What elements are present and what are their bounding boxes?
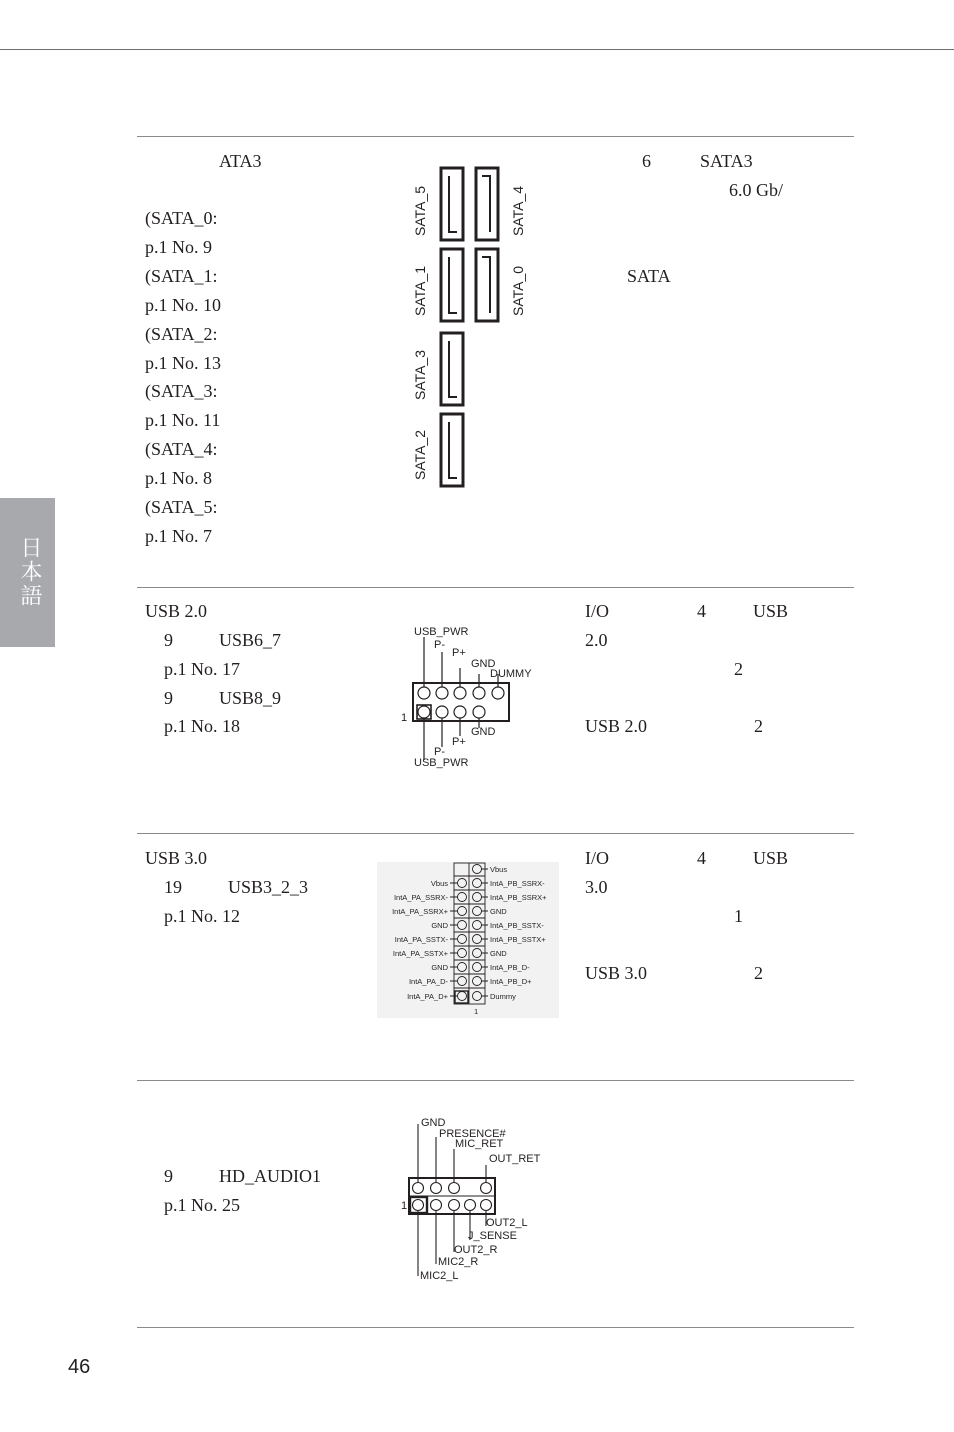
page-number: 46: [68, 1356, 91, 1378]
audio-line: 9: [164, 1166, 173, 1186]
sata-desc: SATA: [627, 266, 671, 286]
usb3-header-diagram: [377, 862, 559, 1018]
audio-pin-label: MIC_RET: [455, 1138, 504, 1150]
usb3-left-pin: GND: [431, 921, 448, 930]
usb3-right-pin: Vbus: [490, 865, 508, 874]
pin1-marker: 1: [401, 712, 408, 724]
language-tab[interactable]: [0, 498, 55, 647]
usb3-heading: USB 3.0: [145, 848, 208, 868]
sata-line: (SATA_3:: [145, 381, 218, 401]
usb3-right-pin: IntA_PB_SSRX-: [490, 879, 545, 888]
section-divider: [137, 833, 854, 834]
usb3-desc: USB 3.0: [585, 963, 648, 983]
usb3-right-pin: GND: [490, 907, 507, 916]
sata-port-label: SATA_0: [510, 265, 526, 316]
sata-line: p.1 No. 11: [145, 410, 221, 430]
usb2-line: USB8_9: [219, 688, 282, 708]
audio-line: p.1 No. 25: [164, 1195, 240, 1215]
sata-port-label: SATA_4: [510, 185, 526, 236]
audio-pin-label: GND: [421, 1117, 446, 1129]
sata-port-label: SATA_5: [412, 185, 428, 236]
sata-heading: ATA3: [219, 151, 262, 171]
usb3-desc: 2: [754, 963, 763, 983]
usb2-pin-label: USB_PWR: [414, 626, 469, 638]
usb3-left-pin: IntA_PA_D-: [408, 977, 448, 986]
usb2-desc: 2: [754, 716, 763, 736]
audio-pin-label: OUT2_R: [454, 1244, 498, 1256]
sata-line: (SATA_5:: [145, 497, 218, 517]
usb2-pin-label: P-: [434, 639, 445, 651]
usb3-right-pin: IntA_PB_SSTX-: [490, 921, 544, 930]
sata-desc: 6.0 Gb/: [729, 180, 783, 200]
usb3-left-pin: IntA_PA_SSRX+: [392, 907, 448, 916]
usb3-desc: 3.0: [585, 877, 608, 897]
sata-port-label: SATA_3: [412, 349, 428, 400]
usb2-pin-label: P+: [452, 647, 466, 659]
pin1-marker: 1: [474, 1007, 479, 1016]
usb3-left-pin: GND: [431, 963, 448, 972]
sata-line: (SATA_4:: [145, 439, 218, 459]
sata-port-label: SATA_1: [412, 265, 428, 316]
section-divider: [137, 587, 854, 588]
usb2-desc: 2.0: [585, 630, 608, 650]
sata-desc: 6: [642, 151, 651, 171]
pin1-marker: 1: [401, 1200, 408, 1212]
usb3-desc: USB: [753, 848, 789, 868]
usb2-pin-label: P+: [452, 736, 466, 748]
usb2-desc: USB: [753, 601, 789, 621]
usb2-heading: USB 2.0: [145, 601, 208, 621]
usb3-desc: 1: [734, 906, 743, 926]
footer-rule: [137, 1327, 854, 1328]
sata-line: (SATA_0:: [145, 208, 218, 228]
sata-line: p.1 No. 8: [145, 468, 212, 488]
audio-pin-label: J_SENSE: [468, 1230, 517, 1242]
audio-pin-label: MIC2_L: [420, 1270, 459, 1282]
usb2-pin-label: GND: [471, 726, 496, 738]
usb2-line: 9: [164, 688, 173, 708]
usb2-pin-label: P-: [434, 746, 445, 758]
language-tab-label: 日本語: [17, 536, 42, 608]
usb2-line: USB6_7: [219, 630, 282, 650]
usb2-pin-label: GND: [471, 658, 496, 670]
audio-line: HD_AUDIO1: [219, 1166, 321, 1186]
usb3-line: 19: [164, 877, 182, 897]
sata-line: p.1 No. 7: [145, 526, 212, 546]
usb2-line: p.1 No. 18: [164, 716, 240, 736]
usb2-desc: 2: [734, 659, 743, 679]
usb2-desc: I/O: [585, 601, 609, 621]
usb3-left-pin: IntA_PA_SSTX-: [394, 935, 448, 944]
usb2-pin-label: DUMMY: [490, 668, 532, 680]
usb3-desc: 4: [697, 848, 706, 868]
usb2-desc: 4: [697, 601, 706, 621]
section-divider: [137, 136, 854, 137]
usb2-line: 9: [164, 630, 173, 650]
usb3-left-pin: Vbus: [430, 879, 448, 888]
usb3-left-pin: IntA_PA_SSTX+: [392, 949, 448, 958]
usb3-right-pin: Dummy: [490, 992, 516, 1001]
section-divider: [137, 1080, 854, 1081]
usb2-line: p.1 No. 17: [164, 659, 240, 679]
usb3-right-pin: IntA_PB_D+: [490, 977, 532, 986]
audio-pin-label: OUT_RET: [489, 1153, 541, 1165]
audio-header-diagram: [398, 1112, 548, 1286]
usb3-left-pin: IntA_PA_SSRX-: [393, 893, 448, 902]
sata-desc: SATA3: [700, 151, 753, 171]
sata-port-label: SATA_2: [412, 429, 428, 480]
usb2-desc: USB 2.0: [585, 716, 648, 736]
usb3-right-pin: GND: [490, 949, 507, 958]
header-rule: [0, 49, 954, 50]
usb2-header-diagram: [398, 622, 548, 772]
audio-pin-label: MIC2_R: [438, 1256, 479, 1268]
sata-line: (SATA_1:: [145, 266, 218, 286]
usb3-desc: I/O: [585, 848, 609, 868]
usb3-right-pin: IntA_PB_SSTX+: [490, 935, 546, 944]
sata-line: p.1 No. 10: [145, 295, 221, 315]
usb3-left-pin: IntA_PA_D+: [407, 992, 448, 1001]
audio-pin-label: OUT2_L: [486, 1217, 528, 1229]
usb2-pin-label: USB_PWR: [414, 757, 469, 769]
sata-line: p.1 No. 13: [145, 353, 221, 373]
usb3-line: p.1 No. 12: [164, 906, 240, 926]
sata-connector-diagram: [405, 162, 535, 492]
usb3-right-pin: IntA_PB_D-: [490, 963, 530, 972]
sata-line: p.1 No. 9: [145, 237, 212, 257]
sata-line: (SATA_2:: [145, 324, 218, 344]
usb3-right-pin: IntA_PB_SSRX+: [490, 893, 547, 902]
audio-pin-label: PRESENCE#: [439, 1128, 506, 1140]
usb3-line: USB3_2_3: [228, 877, 309, 897]
